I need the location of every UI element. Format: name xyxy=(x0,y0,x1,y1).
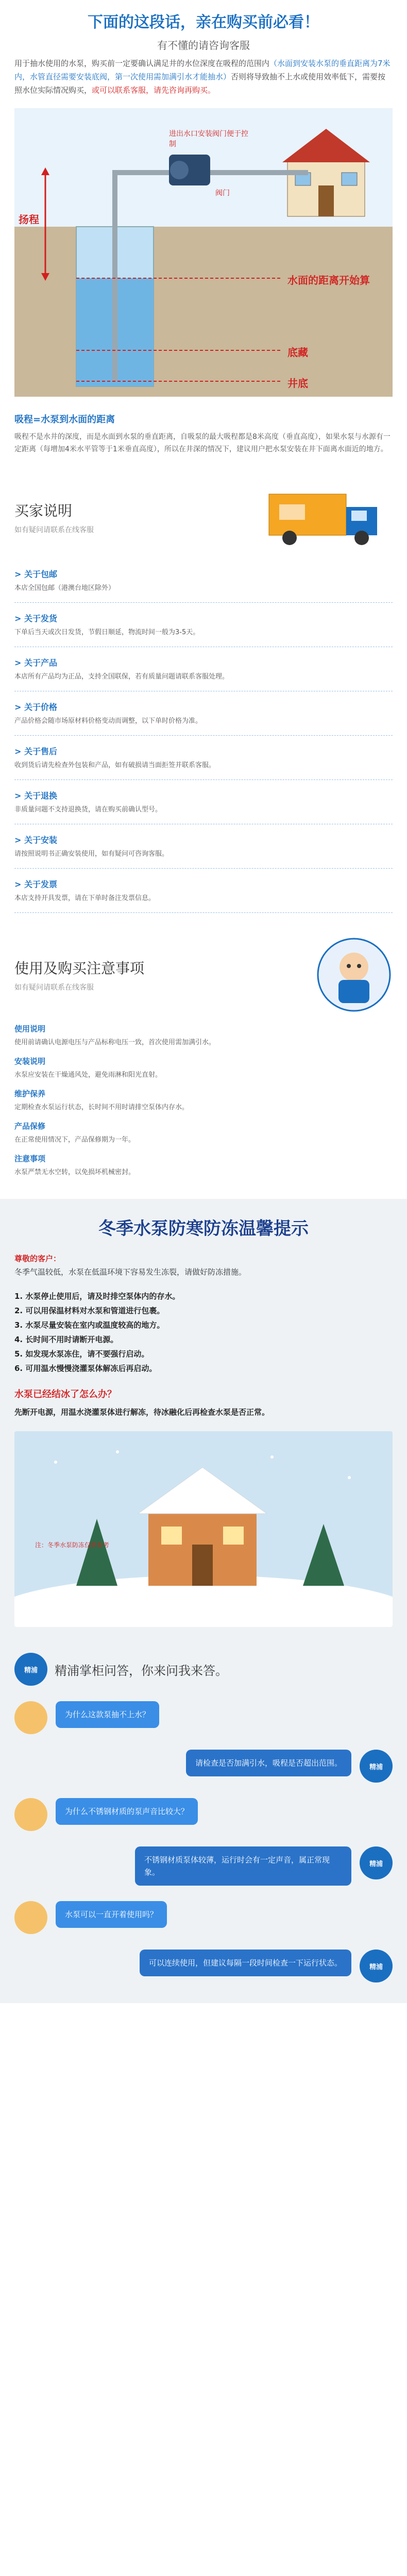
buyer-note-body: 本店所有产品均为正品，支持全国联保，若有质量问题请联系客服处理。 xyxy=(14,673,229,681)
page-subtitle: 有不懂的请咨询客服 xyxy=(157,39,250,52)
intro-text-3: 否则将导致抽不上水或使用效率低下，需要按照水位实际情况购买， xyxy=(14,72,386,95)
intro-paragraph xyxy=(0,57,407,97)
snow-house-illustration xyxy=(14,1431,393,1627)
winter-step: 2. 可以用保温材料对水泵和管道进行包裹。 xyxy=(14,1306,165,1315)
brand-logo-icon: 精浦 xyxy=(14,1653,47,1686)
buyer-note-body: 下单后当天或次日发货，节假日顺延，物流时间一般为3-5天。 xyxy=(14,629,200,636)
buyer-note-item xyxy=(14,878,393,913)
label-well-base: 井底 xyxy=(287,377,308,389)
buyer-note-body: 非质量问题不支持退换货，请在购买前确认型号。 xyxy=(14,806,162,814)
winter-step: 4. 长时间不用时请断开电源。 xyxy=(14,1335,118,1344)
winter-step: 6. 可用温水慢慢浇灌泵体解冻后再启动。 xyxy=(14,1364,157,1373)
lift-body: 吸程不是水井的深度，而是水面到水泵的垂直距离，自吸泵的最大吸程都是8米高度（垂直高度），如果水泵与水源有一定距离（每增加4米水平管等于1米垂直高度），所以在井深的情况下，建议用户把水泵安装在井下面离水面近的地方。 xyxy=(14,433,391,453)
winter-salutation: 尊敬的客户： xyxy=(14,1254,61,1263)
buyer-note-title: > 关于包邮 xyxy=(14,569,57,579)
buyer-note-item xyxy=(14,568,393,603)
winter-note: 注：冬季水泵防冻仅供参考 xyxy=(35,1541,110,1549)
intro-text-highlight: （水面到安装水泵的垂直距离为7米内，水管直径需要安装底阀，第一次使用需加满引水才能抽水） xyxy=(14,59,391,81)
buyer-note-title: > 关于安装 xyxy=(14,835,57,845)
question-bubble: 水泵可以一直开着使用吗？ xyxy=(56,1901,167,1928)
winter-answer: 先断开电源，用温水浇灌泵体进行解冻，待冰融化后再检查水泵是否正常。 xyxy=(14,1408,270,1417)
brand-avatar: 精浦 xyxy=(360,1950,393,1982)
customer-avatar xyxy=(14,1701,47,1734)
chat-row xyxy=(14,1950,393,1982)
winter-question: 水泵已经结冰了怎么办？ xyxy=(14,1389,116,1400)
faq-header xyxy=(14,1653,393,1686)
chat-row xyxy=(14,1701,393,1734)
divider xyxy=(14,912,393,913)
divider xyxy=(14,602,393,603)
buyer-notes-list xyxy=(14,568,393,913)
purchase-notes-header xyxy=(14,934,393,1016)
faq-chat-list xyxy=(14,1701,393,1982)
chat-row xyxy=(14,1846,393,1886)
buyer-note-title: > 关于产品 xyxy=(14,658,57,668)
lift-title: 吸程=水泵到水面的距离 xyxy=(14,414,115,425)
buyer-notes-subtitle: 如有疑问请联系在线客服 xyxy=(14,526,94,534)
buyer-note-title: > 关于退换 xyxy=(14,791,57,801)
brand-avatar: 精浦 xyxy=(360,1750,393,1783)
purchase-note-body: 水泵严禁无水空转，以免损坏机械密封。 xyxy=(14,1168,135,1176)
answer-bubble: 请检查是否加满引水，吸程是否超出范围。 xyxy=(186,1750,351,1776)
divider xyxy=(14,779,393,780)
buyer-note-item xyxy=(14,701,393,736)
purchase-note-body: 定期检查水泵运行状态，长时间不用时请排空泵体内存水。 xyxy=(14,1104,189,1111)
pump-icon xyxy=(169,155,210,185)
winter-step: 1. 水泵停止使用后，请及时排空泵体内的存水。 xyxy=(14,1292,180,1301)
page-title: 下面的这段话，亲在购买前必看！ xyxy=(88,13,319,31)
question-bubble: 为什么不锈钢材质的泵声音比较大？ xyxy=(56,1798,198,1825)
intro-text-1: 用于抽水使用的水泵，购买前一定要确认满足井的水位深度在吸程的范围内 xyxy=(14,59,270,68)
faq-section xyxy=(0,1642,407,2003)
buyer-note-body: 本店全国包邮（港澳台地区除外） xyxy=(14,584,115,592)
purchase-note-title: 产品保修 xyxy=(14,1122,46,1131)
chat-row xyxy=(14,1798,393,1831)
note-valve: 阀门 xyxy=(215,189,230,197)
winter-step: 5. 如发现水泵冻住，请不要强行启动。 xyxy=(14,1349,149,1359)
intro-text-red: 或可以联系客服，请先咨询再购买。 xyxy=(92,86,216,95)
answer-bubble: 不锈钢材质泵体较薄，运行时会有一定声音，属正常现象。 xyxy=(135,1846,351,1886)
note-valve-range: 进出水口安装阀门便于控制 xyxy=(169,130,248,148)
chat-row xyxy=(14,1901,393,1934)
purchase-notes-subtitle: 如有疑问请联系在线客服 xyxy=(14,984,94,992)
header xyxy=(0,0,407,57)
label-water-distance: 水面的距离开始算 xyxy=(287,274,370,286)
buyer-note-body: 收到货后请先检查外包装和产品，如有破损请当面拒签并联系客服。 xyxy=(14,761,216,769)
purchase-note-title: 维护保养 xyxy=(14,1089,46,1098)
divider xyxy=(14,735,393,736)
purchase-notes-title: 使用及购买注意事项 xyxy=(14,960,145,977)
buyer-note-item xyxy=(14,745,393,780)
winter-intro-text: 冬季气温较低，水泵在低温环境下容易发生冻裂，请做好防冻措施。 xyxy=(14,1267,247,1277)
buyer-note-title: > 关于价格 xyxy=(14,702,57,712)
customer-avatar xyxy=(14,1798,47,1831)
question-bubble: 为什么这款泵抽不上水？ xyxy=(56,1701,159,1728)
well-illustration xyxy=(14,108,393,397)
buyer-notes-section xyxy=(0,476,407,913)
chat-row xyxy=(14,1750,393,1783)
purchase-note-body: 在正常使用情况下，产品保修期为一年。 xyxy=(14,1136,135,1144)
winter-scene xyxy=(14,1431,393,1627)
faq-title: 精浦掌柜问答，你来问我来答。 xyxy=(55,1663,228,1678)
buyer-note-item xyxy=(14,789,393,824)
buyer-note-item xyxy=(14,612,393,647)
buyer-notes-title: 买家说明 xyxy=(14,502,73,519)
purchase-notes-list xyxy=(14,1023,393,1178)
winter-steps xyxy=(14,1289,393,1376)
label-lift: 扬程 xyxy=(19,213,39,226)
purchase-note-title: 使用说明 xyxy=(14,1024,46,1033)
buyer-notes-header xyxy=(14,476,393,558)
winter-section xyxy=(0,1199,407,1642)
buyer-note-title: > 关于发货 xyxy=(14,614,57,623)
well-diagram xyxy=(14,108,393,397)
purchase-note-item xyxy=(14,1088,393,1113)
brand-avatar: 精浦 xyxy=(360,1846,393,1879)
purchase-note-body: 水泵应安装在干燥通风处，避免雨淋和阳光直射。 xyxy=(14,1071,162,1079)
buyer-note-item xyxy=(14,834,393,869)
buyer-note-title: > 关于发票 xyxy=(14,879,57,889)
answer-bubble: 可以连续使用，但建议每隔一段时间检查一下运行状态。 xyxy=(140,1950,351,1976)
purchase-note-item xyxy=(14,1056,393,1081)
label-bottom: 底藏 xyxy=(287,346,308,359)
purchase-note-body: 使用前请确认电源电压与产品标称电压一致，首次使用需加满引水。 xyxy=(14,1039,216,1046)
purchase-note-item xyxy=(14,1023,393,1048)
purchase-note-title: 安装说明 xyxy=(14,1057,46,1066)
buyer-note-item xyxy=(14,656,393,691)
winter-intro xyxy=(14,1252,393,1279)
purchase-note-item xyxy=(14,1153,393,1178)
buyer-note-title: > 关于售后 xyxy=(14,747,57,756)
divider xyxy=(14,868,393,869)
delivery-truck-icon xyxy=(259,479,393,556)
purchase-note-title: 注意事项 xyxy=(14,1154,46,1163)
lift-explanation xyxy=(0,397,407,455)
customer-avatar xyxy=(14,1901,47,1934)
mascot-icon xyxy=(315,936,393,1013)
winter-step: 3. 水泵尽量安装在室内或温度较高的地方。 xyxy=(14,1320,165,1330)
buyer-note-body: 产品价格会随市场原材料价格变动而调整，以下单时价格为准。 xyxy=(14,717,202,725)
purchase-notes-section xyxy=(0,934,407,1178)
winter-title: 冬季水泵防寒防冻温馨提示 xyxy=(98,1218,309,1239)
buyer-note-body: 本店支持开具发票，请在下单时备注发票信息。 xyxy=(14,894,156,902)
purchase-note-item xyxy=(14,1121,393,1146)
buyer-note-body: 请按照说明书正确安装使用，如有疑问可咨询客服。 xyxy=(14,850,169,858)
